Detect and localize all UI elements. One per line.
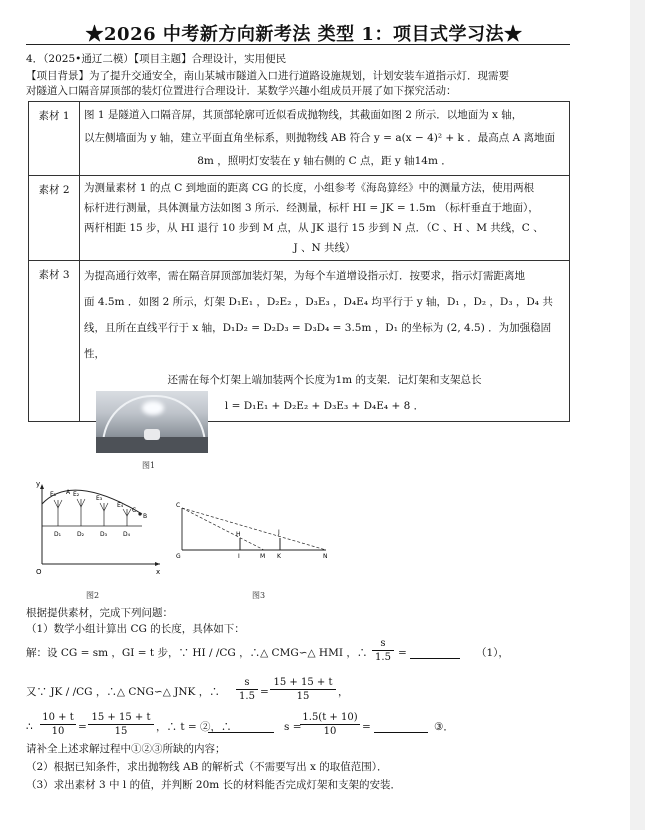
material-line: 为测量素材 1 的点 C 到地面的距离 CG 的长度，小组参考《海岛算经》中的测量方法，使用两根 — [84, 182, 535, 194]
solution-therefore: ∴ — [26, 721, 33, 733]
sight-line-cm — [182, 508, 264, 550]
m-label: M — [260, 553, 266, 560]
g-label: G — [176, 553, 181, 560]
question-3: （3）求出素材 3 中 l 的值，并判断 20m 长的材料能否完成灯架和支架的安装． — [26, 779, 402, 791]
fraction-denominator: 10 — [51, 726, 65, 737]
fraction-denominator: 15 — [114, 726, 128, 737]
a-label: A — [66, 489, 71, 496]
origin-label: O — [36, 568, 42, 576]
fraction-numerator: 15 + 15 + t — [88, 711, 154, 725]
fraction-denominator: 10 — [323, 726, 337, 737]
fraction-numerator: s — [372, 637, 394, 651]
e3-label: E₃ — [96, 495, 103, 502]
material-label: 素材 2 — [29, 176, 80, 261]
material-line: l = D₁E₁ + D₂E₂ + D₃E₃ + D₄E₄ + 8 ． — [224, 400, 425, 412]
fraction-c3 — [300, 711, 360, 738]
material-line: 两杆相距 15 步，从 HI 退行 10 步到 M 点，从 JK 退行 15 步到 N 点．（C 、H 、M 共线，C 、 — [84, 222, 544, 234]
answer-blank-3[interactable] — [374, 721, 428, 733]
tunnel-photo — [96, 391, 208, 453]
h-label: H — [236, 531, 241, 538]
blank-3-marker: ③． — [434, 721, 454, 733]
figure-1-caption: 图1 — [142, 461, 156, 470]
material-row-2 — [29, 176, 570, 261]
car — [144, 429, 160, 440]
scrollbar[interactable] — [630, 0, 645, 830]
d4-label: D₄ — [123, 531, 131, 538]
solution-line-b: 又∵ JK / /CG ，∴△ CNG∽△ JNK ，∴ — [26, 686, 220, 698]
material-line: 还需在每个灯架上端加装两个长度为1m 的支架．记灯架和支架总长 — [167, 374, 482, 386]
questions-prompt: 根据提供素材，完成下列问题： — [26, 607, 173, 619]
solution-line-c-mid: ，∴ t = ②，∴ — [156, 721, 232, 733]
comma: ， — [338, 686, 349, 698]
material-line: 以左侧墙面为 y 轴，建立平面直角坐标系，则抛物线 AB 符合 y = a(x − 4)² + k ．最高点 A 离地面 — [84, 132, 555, 144]
material-line: 图 1 是隧道入口隔音屏，其顶部轮廓可近似看成抛物线，其截面如图 2 所示．以地面为 x 轴， — [84, 109, 523, 121]
j-label: J — [278, 529, 280, 536]
figure-2-diagram — [28, 478, 168, 578]
e2-label: E₂ — [73, 491, 80, 498]
i-label: I — [238, 553, 240, 560]
answer-blank-2[interactable] — [208, 721, 274, 733]
fraction-c2 — [88, 711, 154, 738]
sight-line-cn — [182, 508, 326, 550]
materials-table — [28, 101, 570, 422]
d3-label: D₃ — [100, 531, 108, 538]
k-label: K — [277, 553, 281, 560]
fraction-b — [270, 676, 336, 703]
background-line-2: 对隧道入口隔音屏顶部的装灯位置进行合理设计．某数学兴趣小组成员开展了如下探究活动： — [26, 85, 457, 97]
figure-3-diagram — [172, 500, 338, 570]
title-divider — [26, 44, 570, 45]
fraction-numerator: 10 + t — [40, 711, 76, 725]
fraction-denominator: 15 — [296, 691, 310, 702]
figure-2-caption: 图2 — [86, 591, 100, 600]
b-label: B — [143, 513, 148, 520]
material-line: 为提高通行效率，需在隔音屏顶部加装灯架，为每个车道增设指示灯．按要求，指示灯需距离地 — [84, 270, 525, 282]
fill-instruction: 请补全上述求解过程中①②③所缺的内容； — [26, 743, 226, 755]
material-content — [80, 176, 570, 261]
d2-label: D₂ — [77, 531, 85, 538]
e1-label: E₁ — [50, 491, 57, 498]
material-line: 8m ，照明灯安装在 y 轴右侧的 C 点，距 y 轴14m ． — [197, 155, 452, 167]
c-label: C — [176, 502, 181, 509]
answer-blank-1[interactable] — [410, 647, 460, 659]
equals-sign: = — [78, 721, 87, 733]
material-line: J 、N 共线） — [293, 242, 356, 254]
equals-sign: = — [362, 721, 371, 733]
solution-text: 解：设 CG = sm ，GI = t 步，∵ HI / /CG ，∴△ CMG∽△ HMI ，∴ — [26, 647, 368, 659]
page-title: ★2026 中考新方向新考法 类型 1：项目式学习法★ — [85, 24, 523, 45]
question-2: （2）根据已知条件，求出抛物线 AB 的解析式（不需要写出 x 的取值范围）． — [26, 761, 388, 773]
figure-3-caption: 图3 — [252, 591, 266, 600]
material-line: 面 4.5m ．如图 2 所示，灯架 D₁E₁ ，D₂E₂ ，D₃E₃ ，D₄E₄ 均平行于 y 轴，D₁ ，D₂ ，D₃ ，D₄ 共 — [84, 296, 553, 308]
x-label: x — [156, 568, 161, 576]
fraction-numerator: s — [236, 676, 258, 690]
tunnel-light — [142, 401, 164, 415]
equals-sign: = — [260, 686, 269, 698]
n-label: N — [323, 553, 328, 560]
fraction-denominator: 1.5 — [239, 691, 255, 702]
fraction-s-over-15 — [372, 637, 394, 664]
material-line: 线，且所在直线平行于 x 轴，D₁D₂ = D₂D₃ = D₃D₄ = 3.5m ，D₁ 的坐标为 (2, 4.5) ．为加强稳固性， — [84, 322, 552, 360]
s-equals: s = — [284, 721, 302, 733]
e4-label: E₄ — [117, 502, 124, 509]
material-line: 标杆进行测量，具体测量方法如图 3 所示．经测量，标杆 HI = JK = 1.5m （标杆垂直于地面）， — [84, 202, 539, 214]
fraction-c1 — [40, 711, 76, 738]
material-label: 素材 3 — [29, 261, 80, 422]
solution-line-a — [26, 646, 367, 660]
equals-sign: = — [398, 647, 407, 659]
d1-label: D₁ — [54, 531, 62, 538]
material-row-1 — [29, 102, 570, 176]
y-axis-arrow — [40, 484, 44, 489]
fraction-numerator: 15 + 15 + t — [270, 676, 336, 690]
x-axis-arrow — [155, 562, 160, 566]
problem-intro: 4．（2025•通辽二模）【项目主题】合理设计，实用便民 — [26, 53, 287, 65]
blank-1-marker: （1）， — [476, 647, 509, 659]
c-label: C — [132, 507, 137, 514]
fraction-s-over-15-b — [236, 676, 258, 703]
fraction-denominator: 1.5 — [375, 652, 391, 663]
background-line-1: 【项目背景】为了提升交通安全，南山某城市隧道入口进行道路设施规划，计划安装车道指示灯．现需要 — [26, 70, 509, 82]
point-c — [138, 512, 141, 515]
question-1: （1）数学小组计算出 CG 的长度，具体如下： — [26, 623, 245, 635]
y-label: y — [36, 480, 41, 488]
fraction-numerator: 1.5(t + 10) — [300, 711, 360, 725]
material-label: 素材 1 — [29, 102, 80, 176]
material-content — [80, 102, 570, 176]
